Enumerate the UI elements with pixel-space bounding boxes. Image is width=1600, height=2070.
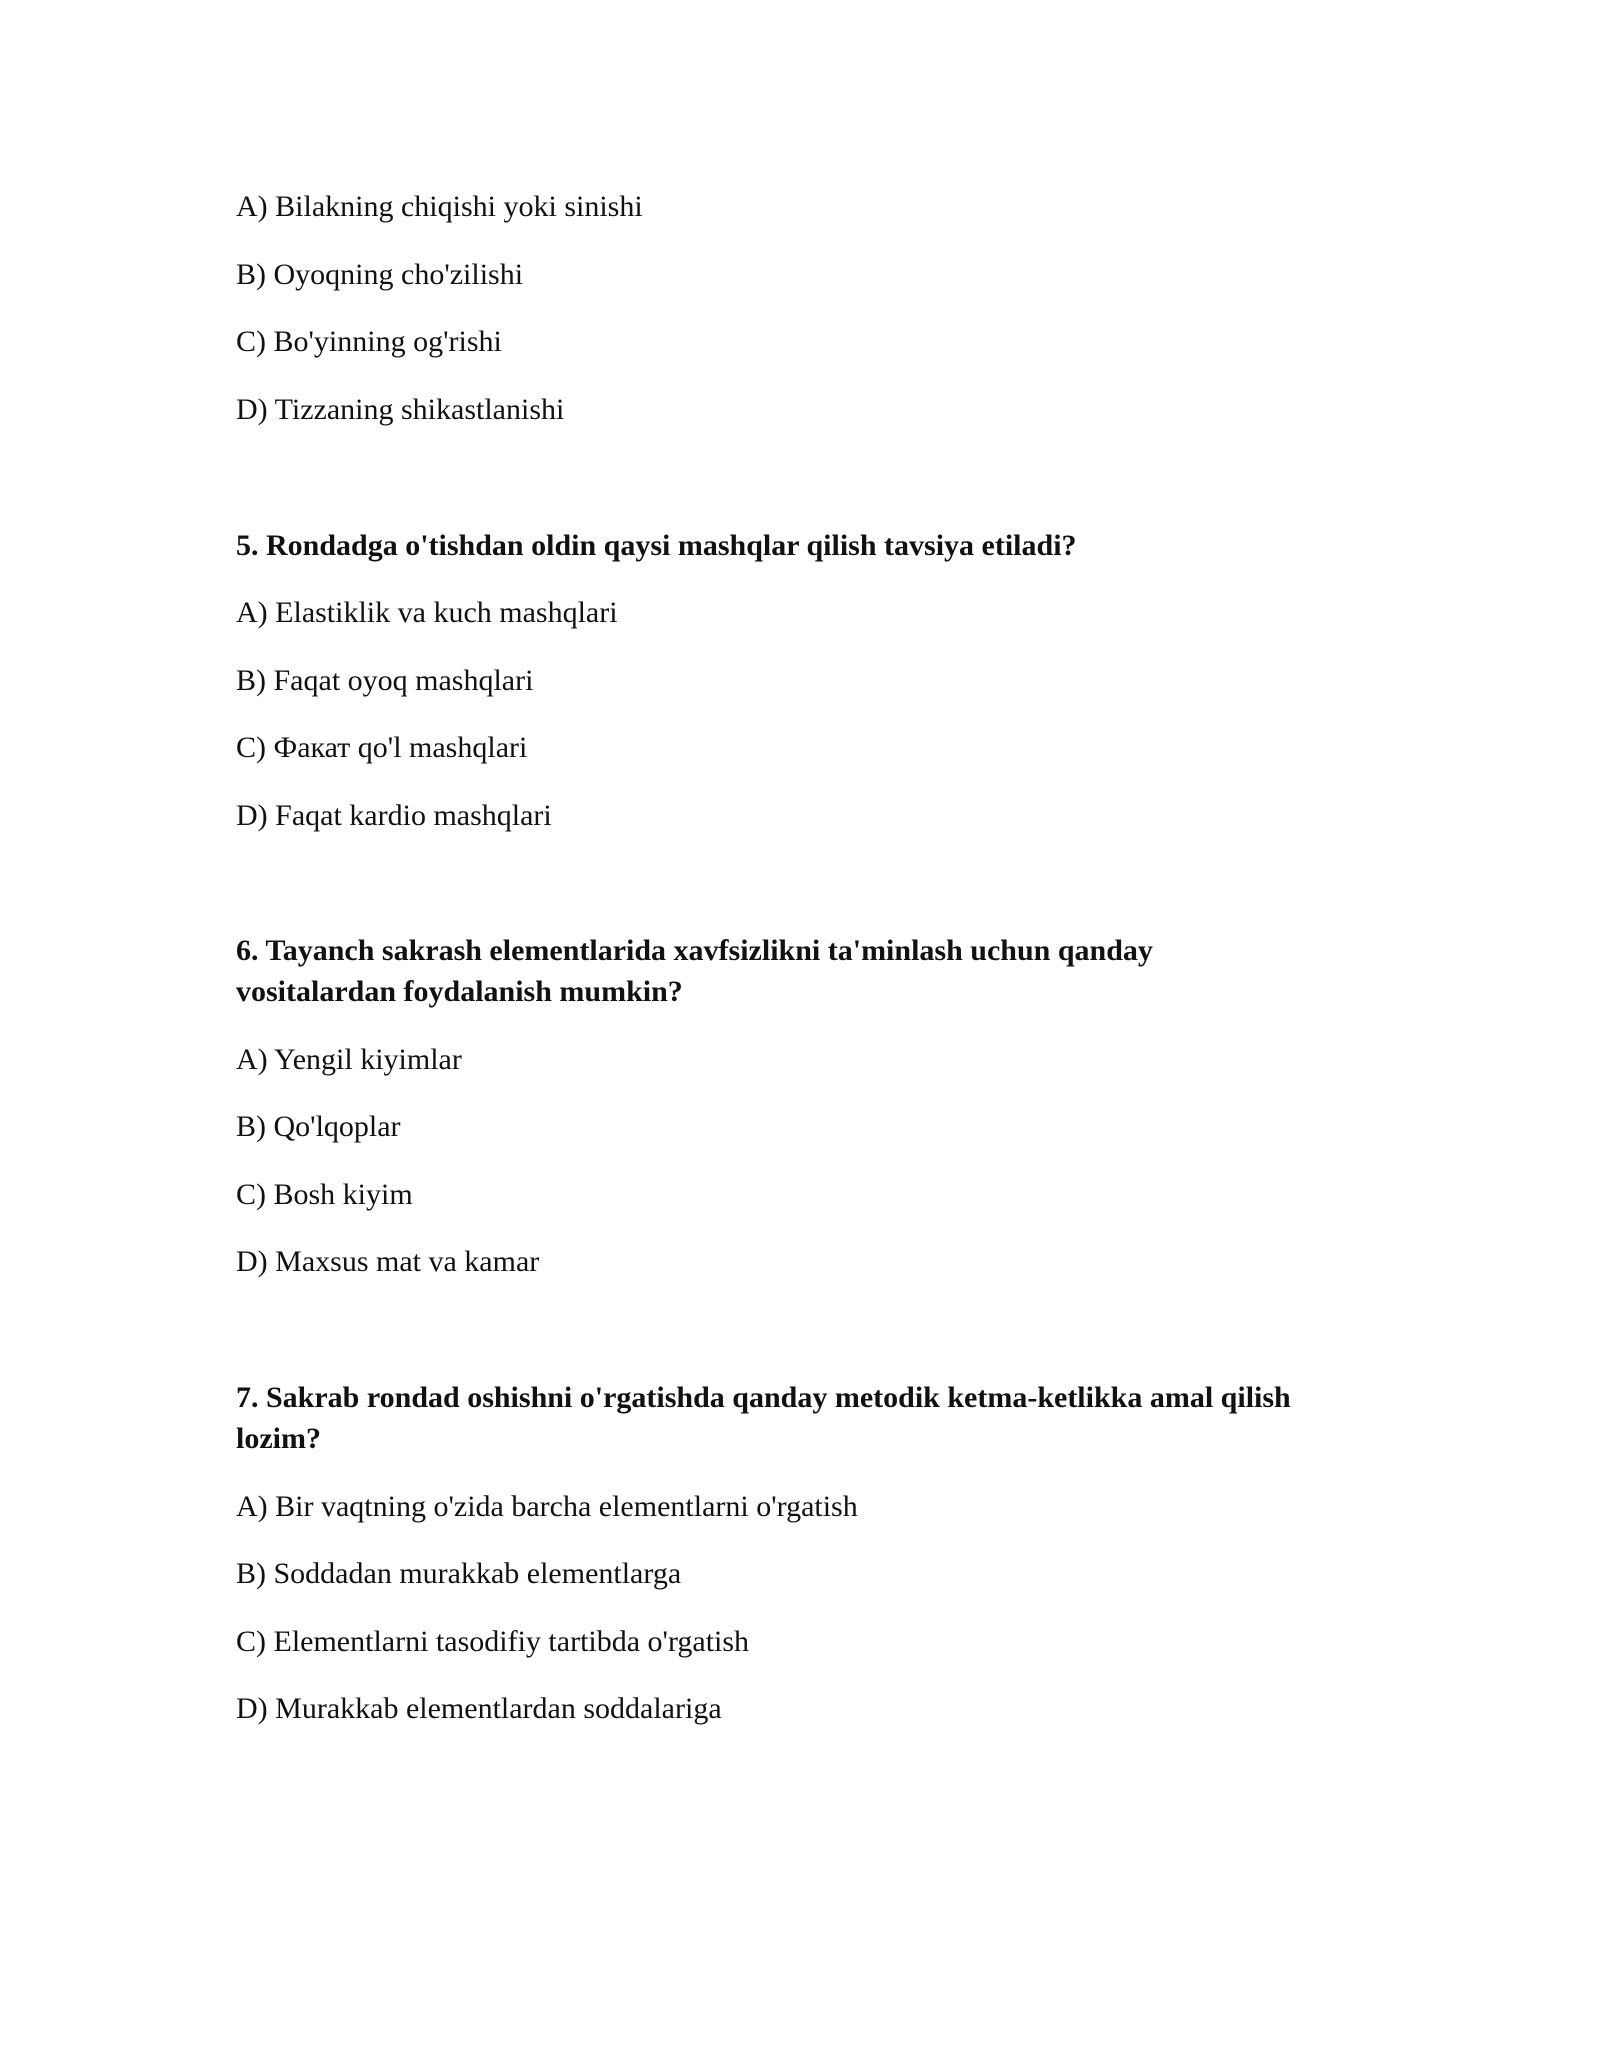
option-d: D) Tizzaning shikastlanishi <box>236 393 565 426</box>
question-7-option-d: D) Murakkab elementlardan soddalariga <box>236 1692 722 1725</box>
question-5-option-a: A) Elastiklik va kuch mashqlari <box>236 596 618 629</box>
question-6-option-b: B) Qo'lqoplar <box>236 1110 401 1143</box>
question-6-option-a: A) Yengil kiyimlar <box>236 1043 462 1076</box>
question-5-option-b: B) Faqat oyoq mashqlari <box>236 664 534 697</box>
question-6-text-line-2: vositalardan foydalanish mumkin? <box>236 975 683 1008</box>
option-c: C) Bo'yinning og'rishi <box>236 325 502 358</box>
question-7-text-line-2: lozim? <box>236 1422 321 1455</box>
question-6-text-line-1: 6. Tayanch sakrash elementlarida xavfsizlikni ta'minlash uchun qanday <box>236 934 1153 967</box>
question-7-option-a: A) Bir vaqtning o'zida barcha elementlarni o'rgatish <box>236 1490 858 1523</box>
question-7-text-line-1: 7. Sakrab rondad oshishni o'rgatishda qanday metodik ketma-ketlikka amal qilish <box>236 1381 1291 1414</box>
option-b: B) Oyoqning cho'zilishi <box>236 258 524 291</box>
question-7-option-c: C) Elementlarni tasodifiy tartibda o'rgatish <box>236 1625 750 1658</box>
question-6-option-d: D) Maxsus mat va kamar <box>236 1245 540 1278</box>
question-6-option-c: C) Bosh kiyim <box>236 1178 413 1211</box>
question-5-option-c: C) Факат qo'l mashqlari <box>236 731 528 764</box>
option-a: A) Bilakning chiqishi yoki sinishi <box>236 190 643 223</box>
question-7-option-b: B) Soddadan murakkab elementlarga <box>236 1557 682 1590</box>
question-5-text: 5. Rondadga o'tishdan oldin qaysi mashqlar qilish tavsiya etiladi? <box>236 529 1077 562</box>
question-5-option-d: D) Faqat kardio mashqlari <box>236 799 552 832</box>
